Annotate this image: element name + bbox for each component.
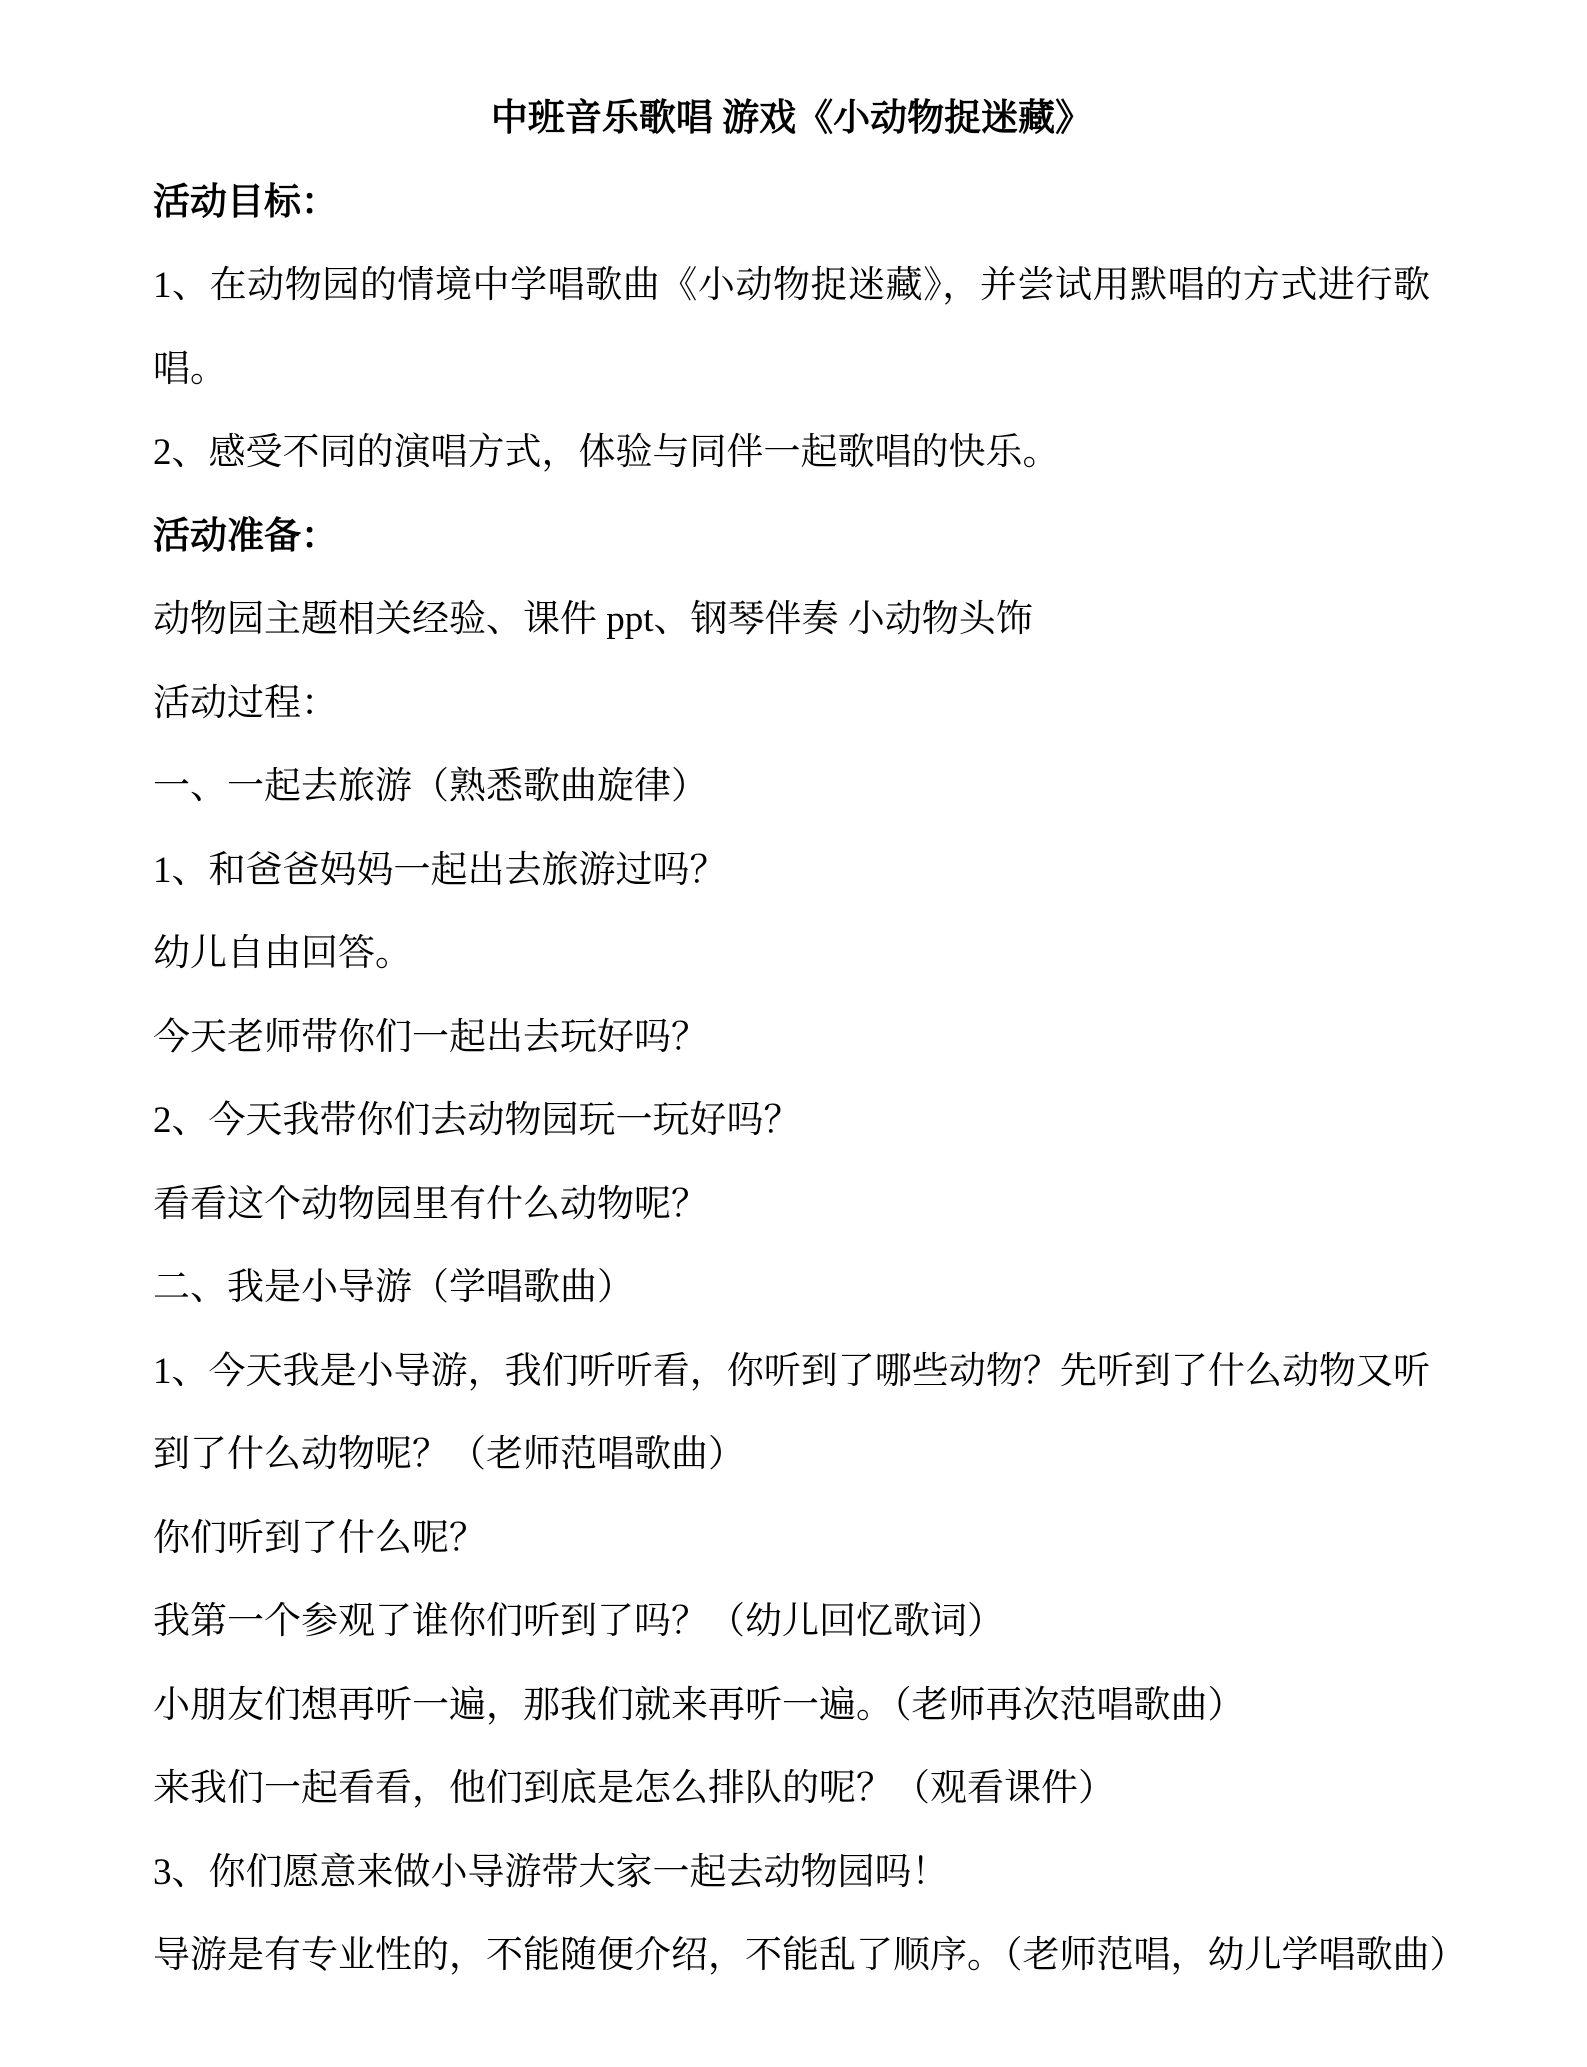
text-line: 2、今天我带你们去动物园玩一玩好吗？: [153, 1100, 801, 1141]
text-line: 3、你们愿意来做小导游带大家一起去动物园吗！: [153, 1851, 949, 1893]
text-line: 一、一起去旅游（熟悉歌曲旋律）: [153, 766, 708, 807]
text-line: 小朋友们想再听一遍，那我们就来再听一遍。（老师再次范唱歌曲）: [153, 1684, 1245, 1726]
text-line: 来我们一起看看，他们到底是怎么排队的呢？（观看课件）: [153, 1768, 1115, 1809]
text-line: 二、我是小导游（学唱歌曲）: [153, 1267, 634, 1308]
text-line: 1、今天我是小导游，我们听听看，你听到了哪些动物？先听到了什么动物又听: [153, 1350, 1430, 1392]
text-line: 导游是有专业性的，不能随便介绍，不能乱了顺序。（老师范唱，幼儿学唱歌曲）: [153, 1935, 1467, 1976]
text-line: 活动准备：: [153, 515, 338, 557]
document-title: 中班音乐歌唱 游戏《小动物捉迷藏》: [490, 98, 1093, 139]
text-line: 今天老师带你们一起出去玩好吗？: [153, 1016, 708, 1058]
text-line: 我第一个参观了谁你们听到了吗？（幼儿回忆歌词）: [153, 1601, 1004, 1642]
text-line: 活动目标：: [153, 181, 338, 223]
document-body: [153, 161, 1467, 1998]
text-line: 1、在动物园的情境中学唱歌曲《小动物捉迷藏》，并尝试用默唱的方式进行歌: [153, 265, 1430, 306]
text-line: 唱。: [153, 348, 227, 390]
text-line: 动物园主题相关经验、课件 ppt、钢琴伴奏 小动物头饰: [153, 599, 1033, 640]
text-line: 你们听到了什么呢？: [153, 1517, 486, 1559]
text-line: 活动过程：: [153, 682, 338, 724]
text-line: 1、和爸爸妈妈一起出去旅游过吗？: [153, 849, 727, 891]
text-line: 幼儿自由回答。: [153, 933, 412, 974]
text-line: 到了什么动物呢？（老师范唱歌曲）: [153, 1434, 745, 1475]
text-line: 看看这个动物园里有什么动物呢？: [153, 1183, 708, 1225]
text-line: 2、感受不同的演唱方式，体验与同伴一起歌唱的快乐。: [153, 432, 1060, 473]
